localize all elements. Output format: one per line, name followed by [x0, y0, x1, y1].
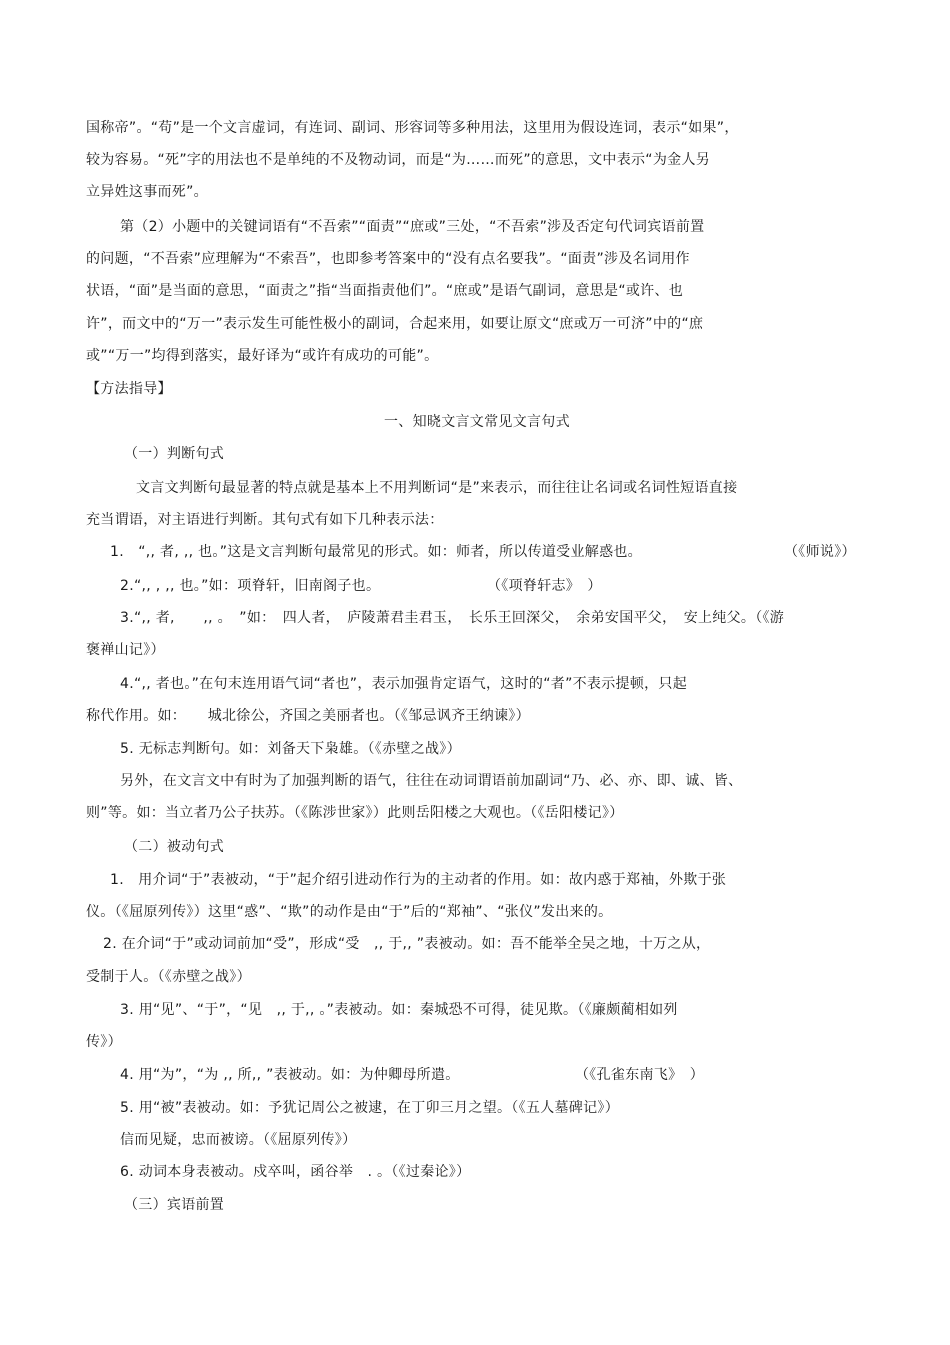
list-item: 1. 用介词“于”表被动，“于”起介绍引进动作行为的主动者的作用。如：故内惑于郑袖，外欺于张 — [110, 872, 727, 888]
paragraph-line: 立异姓这事而死”。 — [86, 184, 208, 200]
list-item: 4. 用“为”，“为 ,, 所,, ”表被动。如：为仲卿母所遣。 — [120, 1067, 460, 1083]
paragraph-line: 许”，而文中的“万一”表示发生可能性极小的副词，合起来用，如要让原文“庶或万一可济”中的“庶 — [86, 316, 704, 332]
paragraph-line: 或”“万一”均得到落实，最好译为“或许有成功的可能”。 — [86, 348, 439, 364]
list-item: 2.“,, , ,, 也。”如：项脊轩，旧南阁子也。 — [120, 578, 381, 594]
paragraph-line: 的问题，“不吾索”应理解为“不索吾”，也即参考答案中的“没有点名要我”。“面责”涉及名词用作 — [86, 251, 690, 267]
list-item-continued: 褒禅山记》） — [86, 642, 165, 658]
paragraph-line: 第（2）小题中的关键词语有“不吾索”“面责”“庶或”三处，“不吾索”涉及否定句代词宾语前置 — [120, 219, 705, 235]
list-item: 1. “,, 者, ,, 也。”这是文言判断句最常见的形式。如：师者，所以传道受业解惑也。 — [110, 544, 642, 560]
paragraph-line: 另外，在文言文中有时为了加强判断的语气，往往在动词谓语前加副词“乃、必、亦、即、诚、皆、 — [120, 773, 743, 789]
section-heading: 一、知晓文言文常见文言句式 — [384, 414, 570, 430]
list-item-continued: 传》） — [86, 1034, 122, 1050]
source-citation: （《项脊轩志》 ） — [487, 578, 602, 594]
subsection-heading: （二）被动句式 — [124, 839, 225, 855]
list-item-continued: 受制于人。（《赤壁之战》） — [86, 969, 251, 985]
section-label-method: 【方法指导】 — [86, 381, 172, 397]
source-citation: （《师说》） — [784, 544, 856, 560]
paragraph-line: 较为容易。“死”字的用法也不是单纯的不及物动词，而是“为……而死”的意思，文中表示“为金人另 — [86, 152, 711, 168]
paragraph-line: 则”等。如：当立者乃公子扶苏。（《陈涉世家》）此则岳阳楼之大观也。（《岳阳楼记》） — [86, 805, 624, 821]
list-item: 3. 用“见”、“于”，“见 ,, 于,, 。”表被动。如：秦城恐不可得，徒见欺。（《廉颇蔺相如列 — [120, 1002, 678, 1018]
list-item: 5. 用“被”表被动。如：予犹记周公之被逮，在丁卯三月之望。（《五人墓碑记》） — [120, 1100, 620, 1116]
list-item: 6. 动词本身表被动。戍卒叫，函谷举 . 。（《过秦论》） — [120, 1164, 471, 1180]
paragraph-line: 状语，“面”是当面的意思，“面责之”指“当面指责他们”。“庶或”是语气副词，意思是“或许、也 — [86, 283, 684, 299]
paragraph-line: 国称帝”。“苟”是一个文言虚词，有连词、副词、形容词等多种用法，这里用为假设连词，表示“如果”， — [86, 120, 739, 136]
list-item-continued: 信而见疑，忠而被谤。（《屈原列传》） — [120, 1132, 357, 1148]
list-item-continued: 称代作用。如： 城北徐公，齐国之美丽者也。（《邹忌讽齐王纳谏》） — [86, 708, 530, 724]
paragraph-line: 充当谓语，对主语进行判断。其句式有如下几种表示法： — [86, 512, 444, 528]
list-item: 5. 无标志判断句。如：刘备天下枭雄。（《赤壁之战》） — [120, 741, 461, 757]
list-item-continued: 仪。（《屈原列传》）这里“惑”、“欺”的动作是由“于”后的“郑袖”、“张仪”发出来的。 — [86, 904, 613, 920]
list-item: 3.“,, 者, ,, 。 ”如： 四人者， 庐陵萧君圭君玉， 长乐王回深父， 余弟安国平父， 安上纯父。（《游 — [120, 610, 785, 626]
list-item: 2. 在介词“于”或动词前加“受”，形成“受 ,, 于,, ”表被动。如：吾不能举全吴之地，十万之从， — [103, 936, 711, 952]
subsection-heading: （三）宾语前置 — [124, 1197, 225, 1213]
source-citation: （《孔雀东南飞》 ） — [575, 1067, 704, 1083]
paragraph-line: 文言文判断句最显著的特点就是基本上不用判断词“是”来表示，而往往让名词或名词性短语直接 — [136, 480, 738, 496]
subsection-heading: （一）判断句式 — [124, 446, 225, 462]
list-item: 4.“,, 者也。”在句末连用语气词“者也”，表示加强肯定语气，这时的“者”不表示提顿，只起 — [120, 676, 688, 692]
